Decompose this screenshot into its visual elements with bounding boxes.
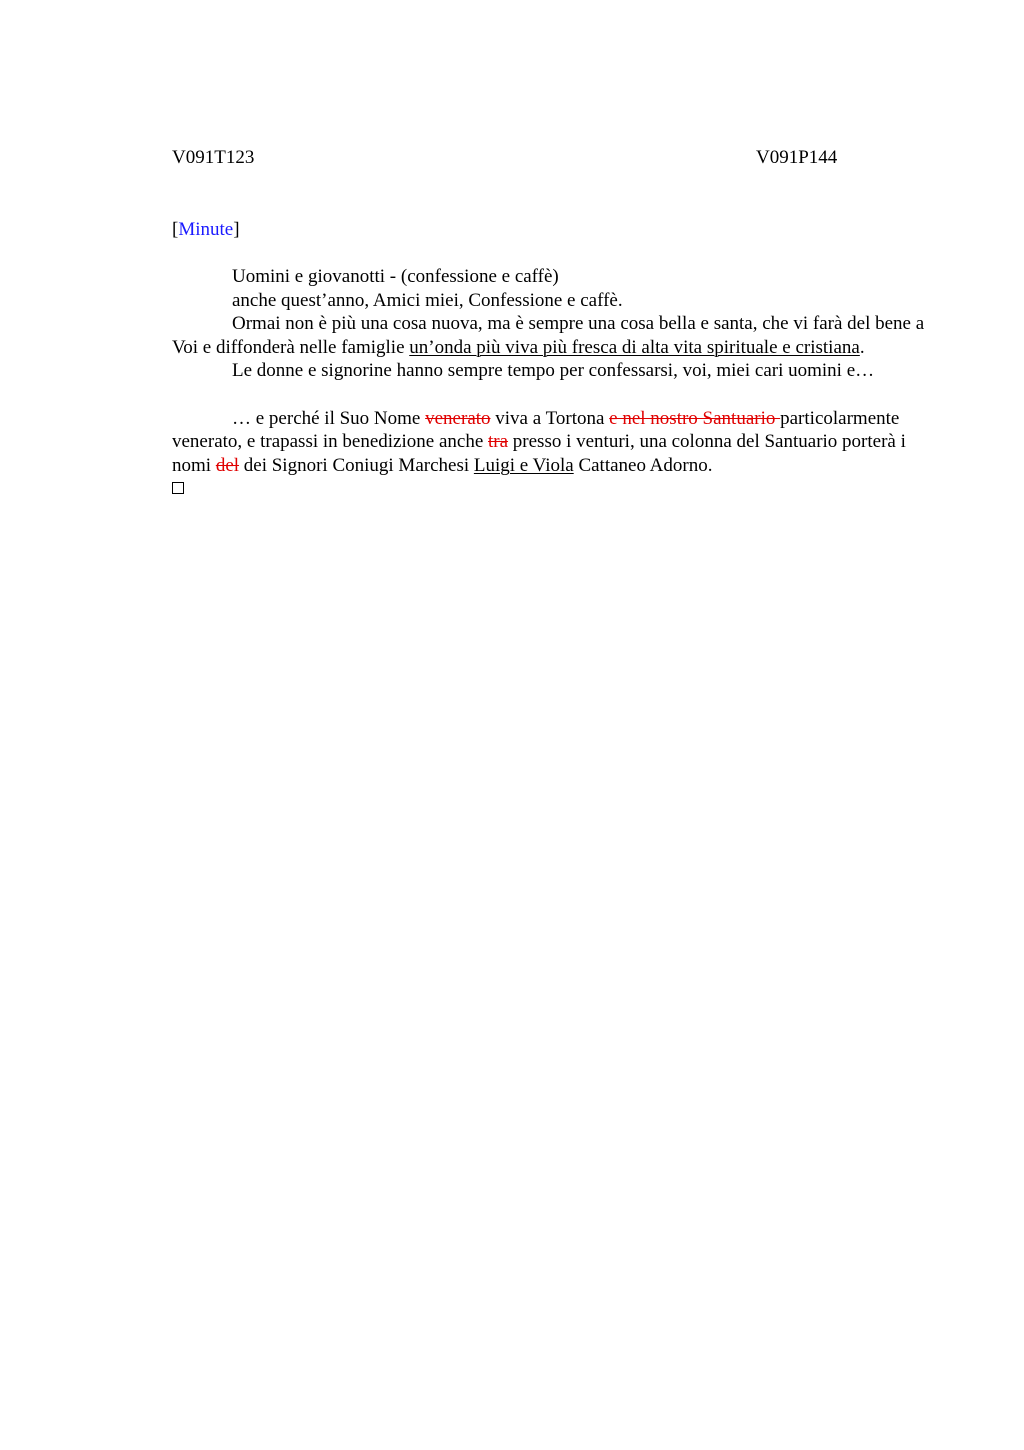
paragraph-gap (172, 383, 932, 407)
underlined-names: Luigi e Viola (473, 454, 574, 476)
dedication-text-d: presso i venturi, una colonna del Santuario porterà i nomi (172, 431, 906, 476)
dedication-text-c: particolarmente venerato, e trapassi in benedizione anche (172, 407, 900, 453)
underlined-phrase: un’onda più viva più fresca di alta vita spirituale e cristiana (409, 336, 860, 358)
section-close-bracket: ] (233, 219, 240, 240)
deleted-word-del: del (215, 454, 240, 476)
paragraph-title (172, 265, 932, 289)
paragraph-greeting (172, 289, 932, 313)
empty-square-icon (172, 482, 184, 494)
document-body (172, 265, 932, 501)
paragraph-main-text: Ormai non è più una cosa nuova, ma è sempre una cosa bella e santa, che vi farà del bene a Voi e diffonderà nelle famiglie (172, 313, 925, 358)
paragraph-main (172, 312, 932, 359)
paragraph-women-text: Le donne e signorine hanno sempre tempo per confessarsi, voi, miei cari uomini e… (232, 360, 875, 382)
document-header (172, 146, 932, 170)
document-code-right: V091P144 (756, 147, 838, 168)
dedication-text-b: viva a Tortona (490, 407, 610, 429)
dedication-text-f: Cattaneo Adorno. (573, 454, 713, 476)
end-marker (172, 477, 932, 501)
section-label (172, 218, 932, 242)
dedication-text-a: … e perché il Suo Nome (232, 407, 426, 429)
deleted-phrase-santuario: e nel nostro Santuario (609, 407, 781, 429)
paragraph-main-end: . (859, 336, 865, 358)
paragraph-dedication (172, 407, 932, 478)
paragraph-greeting-text: anche quest’anno, Amici miei, Confessione e caffè. (232, 289, 623, 311)
deleted-word-venerato: venerato (425, 407, 491, 429)
section-label-text: Minute (178, 219, 234, 240)
document-code-left: V091T123 (172, 147, 255, 168)
paragraph-title-text: Uomini e giovanotti - (confessione e caffè) (232, 266, 559, 287)
section-open-bracket: [ (172, 219, 179, 240)
paragraph-women (172, 359, 932, 383)
dedication-text-e: dei Signori Coniugi Marchesi (239, 454, 474, 476)
document-page (172, 146, 932, 501)
deleted-word-tra: tra (488, 431, 509, 453)
